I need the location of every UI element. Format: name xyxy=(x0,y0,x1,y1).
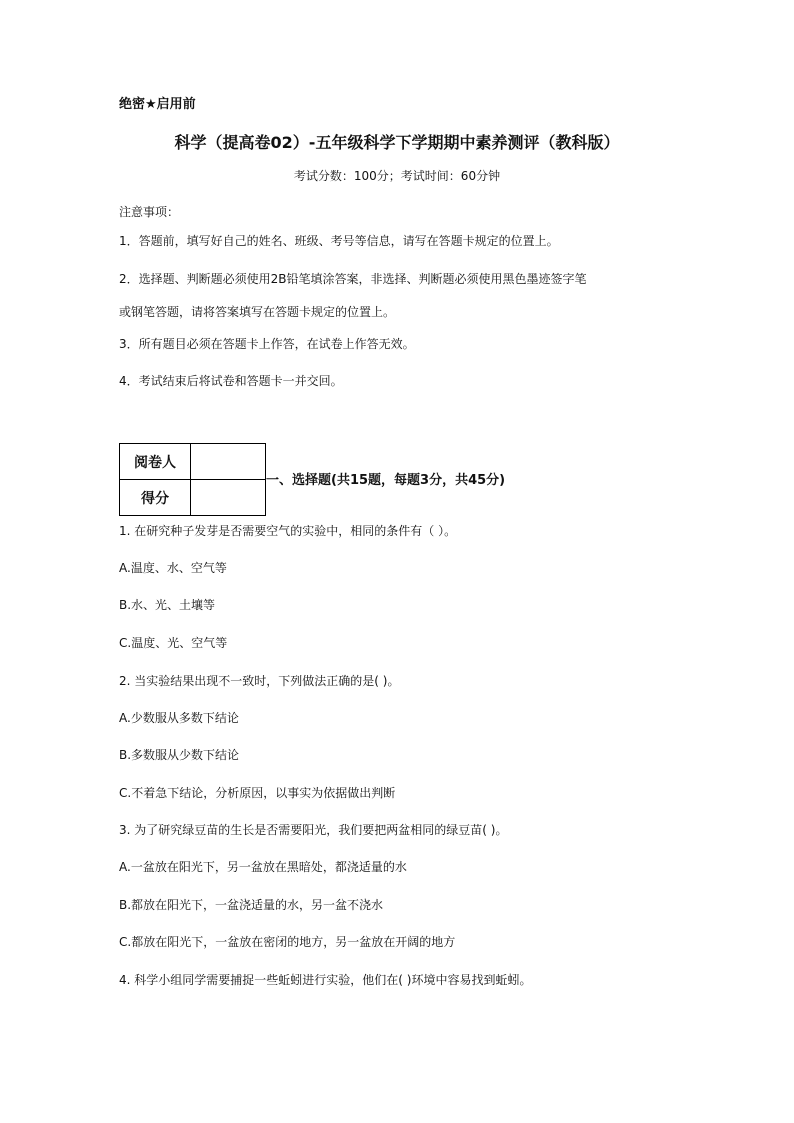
question-option: C.都放在阳光下，一盆放在密闭的地方，另一盆放在开阔的地方 xyxy=(119,935,456,949)
reviewer-cell[interactable] xyxy=(191,444,266,480)
note-item: 或钢笔答题，请将答案填写在答题卡规定的位置上。 xyxy=(119,305,396,319)
note-item: 1．答题前，填写好自己的姓名、班级、考号等信息，请写在答题卡规定的位置上。 xyxy=(119,234,559,248)
note-item: 3．所有题目必须在答题卡上作答，在试卷上作答无效。 xyxy=(119,337,415,351)
score-table xyxy=(119,443,266,516)
note-item: 2．选择题、判断题必须使用2B铅笔填涂答案，非选择、判断题必须使用黑色墨迹签字笔 xyxy=(119,272,587,286)
question-option: C.不着急下结论，分析原因，以事实为依据做出判断 xyxy=(119,786,396,800)
question-option: C.温度、光、空气等 xyxy=(119,636,228,650)
score-label: 得分 xyxy=(120,480,191,516)
question-stem: 3. 为了研究绿豆苗的生长是否需要阳光，我们要把两盆相同的绿豆苗( )。 xyxy=(119,823,508,837)
page-title: 科学（提高卷02）-五年级科学下学期期中素养测评（教科版） xyxy=(174,133,620,152)
question-option: B.多数服从少数下结论 xyxy=(119,748,240,762)
exam-info: 考试分数：100分；考试时间：60分钟 xyxy=(293,169,501,183)
score-cell[interactable] xyxy=(191,480,266,516)
question-option: A.少数服从多数下结论 xyxy=(119,711,239,725)
section-title: 一、选择题(共15题，每题3分，共45分) xyxy=(266,473,506,488)
question-option: B.水、光、土壤等 xyxy=(119,598,216,612)
reviewer-label: 阅卷人 xyxy=(120,444,191,480)
question-option: B.都放在阳光下，一盆浇适量的水，另一盆不浇水 xyxy=(119,898,384,912)
question-option: A.温度、水、空气等 xyxy=(119,561,227,575)
question-stem: 2. 当实验结果出现不一致时，下列做法正确的是( )。 xyxy=(119,674,400,688)
note-item: 4．考试结束后将试卷和答题卡一并交回。 xyxy=(119,374,343,388)
notes-heading: 注意事项： xyxy=(119,205,180,219)
question-stem: 1. 在研究种子发芽是否需要空气的实验中，相同的条件有（ ）。 xyxy=(119,524,457,538)
question-option: A.一盆放在阳光下，另一盆放在黑暗处，都浇适量的水 xyxy=(119,860,407,874)
confidential-label: 绝密★启用前 xyxy=(119,97,196,112)
question-stem: 4. 科学小组同学需要捕捉一些蚯蚓进行实验，他们在( )环境中容易找到蚯蚓。 xyxy=(119,973,532,987)
